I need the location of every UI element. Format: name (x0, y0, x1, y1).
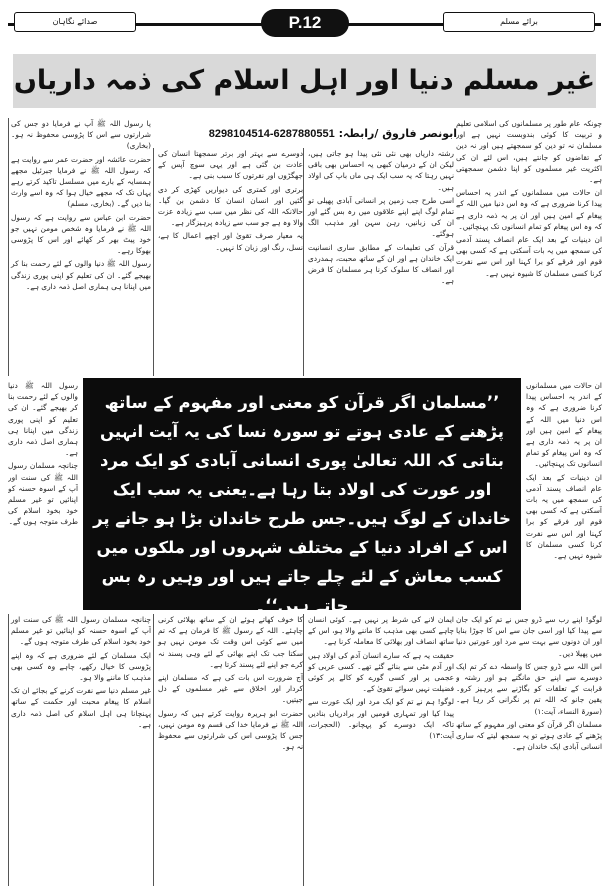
author-byline (147, 127, 457, 145)
paragraph: قرآن کی تعلیمات کے مطابق ساری انسانیت ایک خاندان ہے اور ان کے ساتھ محبت، ہمدردی اور انصاف کا سلوک کرنا ہر مسلمان کا فرض ہے۔ (308, 242, 454, 286)
column-middle-left-bottom (153, 614, 303, 886)
column-left-bottom (8, 614, 151, 886)
paragraph: رسول اللہ ﷺ دنیا والوں کے لئے رحمت بنا کر بھیجے گئے۔ ان کی تعلیم کو اپنی پوری زندگی میں اپنانا ہی ہماری اصل ذمہ داری ہے۔ (8, 381, 78, 458)
column-right-bottom (456, 614, 602, 886)
paragraph: حضرت عائشہ اور حضرت عمر سے روایت ہے کہ رسول اللہ ﷺ نے فرمایا جبرئیل مجھے ہمسایہ کے بارے میں مسلسل تاکید کرتے رہے یہاں تک کہ مجھے خیال ہوا کہ وہ اسے وارث بنا دیں گے۔ (بخاری، مسلم) (11, 154, 151, 209)
column-right-top (456, 118, 602, 376)
paragraph: لوگو! ہم نے تم کو ایک مرد اور ایک عورت سے پیدا کیا اور تمہاری قومیں اور برادریاں بنادیں تاکہ ایک دوسرے کو پہچانو۔ (الحجرات، آیت:۱۳) (308, 697, 454, 741)
paragraph: چنانچہ مسلمان رسول اللہ ﷺ کی سنت اور آپ کے اسوہ حسنہ کو اپنائیں تو غیر مسلم خود بخود اسلام کی طرف متوجہ ہوں گے۔ (8, 461, 78, 527)
paragraph: یہ معیار صرف تقویٰ اور اچھے اعمال کا ہے، نسل، رنگ اور زبان کا نہیں۔ (158, 231, 303, 252)
paragraph: دوسرے سے بہتر اور برتر سمجھتا انسان کی عادت بن گئی ہے اور یہی سوچ آپس کے جھگڑوں اور نفرتوں کا سبب بنی ہے۔ (158, 149, 303, 181)
paragraph: حضرت ابن عباس سے روایت ہے کہ رسول اللہ ﷺ نے فرمایا وہ شخص مومن نہیں جو خود پیٹ بھر کر کھائے اور اس کا پڑوسی بھوکا رہے۔ (11, 212, 151, 256)
paragraph: یا رسول اللہ ﷺ آپ نے فرمایا دو جس کی شرارتوں سے اس کا پڑوسی محفوظ نہ ہو۔ (بخاری) (11, 119, 151, 151)
paragraph: حقیقت یہ ہے کہ سارے انسان آدم کی اولاد ہیں اور آدم مٹی سے بنائے گئے تھے۔ کسی عربی کو عجمی پر اور کسی گورے کو کالے پر کوئی فضیلت نہیں سوائے تقویٰ کے۔ (308, 650, 454, 694)
paragraph: ایمان لانے کی شرط پر نہیں ہے۔ کوئی انسان چاہے کسی بھی مذہب کا ماننے والا ہو، اس کے ساتھ انصاف اور بھلائی کا معاملہ کرنا ہے۔ (308, 615, 454, 647)
paragraph: برتری اور کمتری کی دیواریں کھڑی کر دی گئیں اور انسان انسان کا دشمن بن گیا۔ حالانکہ اللہ کی نظر میں سب سے زیادہ عزت والا وہ ہے جو سب سے زیادہ پرہیزگار ہے۔ (158, 184, 303, 228)
page-number: P.12 (261, 9, 349, 37)
paragraph: حضرت ابو ہریرہ روایت کرتے ہیں کہ رسول اللہ ﷺ نے فرمایا خدا کی قسم وہ مومن نہیں، جس کا پڑوسی اس کی شرارتوں سے محفوظ نہ ہو۔ (158, 708, 303, 752)
article-headline: غیر مسلم دنیا اور اہل اسلام کی ذمہ داریاں (13, 54, 596, 108)
paragraph: ایک مسلمان کے لئے ضروری ہے کہ وہ اپنے پڑوسی کا خیال رکھے، چاہے وہ کسی بھی مذہب کا ماننے والا ہو۔ (11, 650, 151, 683)
paragraph: ان حالات میں مسلمانوں کے اندر یہ احساس پیدا کرنا ضروری ہے کہ وہ اس دنیا میں اللہ کے پیغام کے امین ہیں اور ان پر یہ ذمہ داری ہے کہ وہ اس پیغام کو تمام انسانوں تک پہنچائیں۔ (456, 188, 602, 231)
paragraph: لوگو! اپنے رب سے ڈرو جس نے تم کو ایک جان سے پیدا کیا اور اسی جان سے اس کا جوڑا بنایا اور ان دونوں سے بہت سے مرد اور عورتیں دنیا میں پھیلا دیں۔ (456, 615, 602, 658)
pull-quote: ’’مسلمان اگر قرآن کو معنی اور مفہوم کے ساتھ پڑھنے کے عادی ہوتے تو سورہ نسا کی یہ آیت انہیں بتاتی کہ اللہ تعالیٰ پوری انسانی آبادی کو ایک مرد اور عورت کی اولاد بتا رہا ہے۔یعنی یہ سب ایک خاندان کے لوگ ہیں۔جس طرح خاندان بڑا ہو جانے پر اس کے افراد دنیا کے مختلف شہروں اور ملکوں میں کسب معاش کے لئے چلے جاتے ہیں اور وہیں رہ بس جاتے ہیں‘‘۔ (83, 378, 521, 610)
author-name: ابونصر فاروق /رابطہ: (338, 127, 457, 140)
column-middle-right-bottom (303, 614, 454, 886)
paragraph: آج ضرورت اس بات کی ہے کہ مسلمان اپنے کردار اور اخلاق سے غیر مسلموں کے دل جیتیں۔ (158, 673, 303, 705)
paragraph: ان دینیات کے بعد ایک عام انصاف پسند آدمی کی سمجھ میں یہ بات آسکتی ہے کہ کسی بھی قوم اور فرقے کو برا کہنا اور اس سے نفرت کرنا کسی مسلمان کا شیوہ نہیں ہے۔ (526, 472, 602, 561)
header-right-label: برائے مسلم (443, 12, 595, 32)
page-header (8, 4, 601, 44)
header-left-label: صدائے نگاہان (14, 12, 136, 32)
column-left-top (8, 118, 151, 376)
column-middle-right-top (303, 148, 454, 376)
paragraph: غیر مسلم دنیا سے نفرت کرنے کے بجائے ان تک اسلام کا پیغام محبت اور حکمت کے ساتھ پہنچانا ہی اہل اسلام کی اصل ذمہ داری ہے۔ (11, 686, 151, 729)
paragraph: مسلمان اگر قرآن کو معنی اور مفہوم کے ساتھ پڑھنے کے عادی ہوتے تو یہ سمجھ لیتے کہ ساری انسانی آبادی ایک خاندان ہے۔ (456, 719, 602, 752)
paragraph: چونکہ عام طور پر مسلمانوں کی اسلامی تعلیم و تربیت کا کوئی بندوبست نہیں ہے اور مسلمان نہ تو دین کو سمجھتے ہیں اور نہ دین کے تقاضوں کو جانتے ہیں، اس لئے ان کی اکثریت غیر مسلموں کو اپنا دشمن سمجھتی ہے۔ (456, 119, 602, 185)
paragraph: ان دینیات کے بعد ایک عام انصاف پسند آدمی کی سمجھ میں یہ بات آسکتی ہے کہ کسی بھی قوم اور فرقے کو برا کہنا اور اس سے نفرت کرنا کسی مسلمان کا شیوہ نہیں ہے۔ (456, 235, 602, 278)
paragraph: چنانچہ مسلمان رسول اللہ ﷺ کی سنت اور آپ کے اسوہ حسنہ کو اپنائیں تو غیر مسلم خود بخود اسلام کی طرف متوجہ ہوں گے۔ (11, 615, 151, 647)
paragraph: رشتہ داریاں بھی نئی نئی پیدا ہو جاتی ہیں، لیکن ان کے درمیان کبھی یہ احساس بھی باقی نہیں رہتا کہ یہ سب ایک ہی ماں باپ کی اولاد ہیں۔ (308, 149, 454, 192)
column-middle-left-top (153, 148, 303, 376)
paragraph: کا خوف کھاتے ہوئے ان کے ساتھ بھلائی کرنی چاہئے۔ اللہ کے رسول ﷺ کا فرمان ہے کہ تم میں سے کوئی اس وقت تک مومن نہیں ہو سکتا جب تک اپنے بھائی کے لئے وہی پسند نہ کرے جو اپنے لئے پسند کرتا ہے۔ (158, 615, 303, 669)
column-left-strip (8, 380, 78, 608)
paragraph: اسی طرح جب زمین پر انسانی آبادی پھیلی تو تمام لوگ اپنے اپنے علاقوں میں رہ بس گئے اور ان کی زبانیں، رہن سہن اور مذہب الگ ہوگئے۔ (308, 195, 454, 239)
paragraph: ان حالات میں مسلمانوں کے اندر یہ احساس پیدا کرنا ضروری ہے کہ وہ اس دنیا میں اللہ کے پیغام کے امین ہیں اور ان پر یہ ذمہ داری ہے کہ وہ اس پیغام کو تمام انسانوں تک پہنچائیں۔ (526, 381, 602, 469)
paragraph: رسول اللہ ﷺ دنیا والوں کے لئے رحمت بنا کر بھیجے گئے۔ ان کی تعلیم کو اپنی پوری زندگی میں اپنانا ہی ہماری اصل ذمہ داری ہے۔ (11, 259, 151, 291)
author-phone: 8298104514-6287880551 (208, 128, 335, 140)
column-right-strip (526, 380, 602, 608)
paragraph: اس اللہ سے ڈرو جس کا واسطہ دے کر تم ایک دوسرے سے اپنے حق مانگتے ہو اور رشتہ و قرابت کے تعلقات کو بگاڑنے سے پرہیز کرو۔ یقین جانو کہ اللہ تم پر نگرانی کر رہا ہے۔ (سورۃ النساء، آیت:۱) (456, 661, 602, 716)
